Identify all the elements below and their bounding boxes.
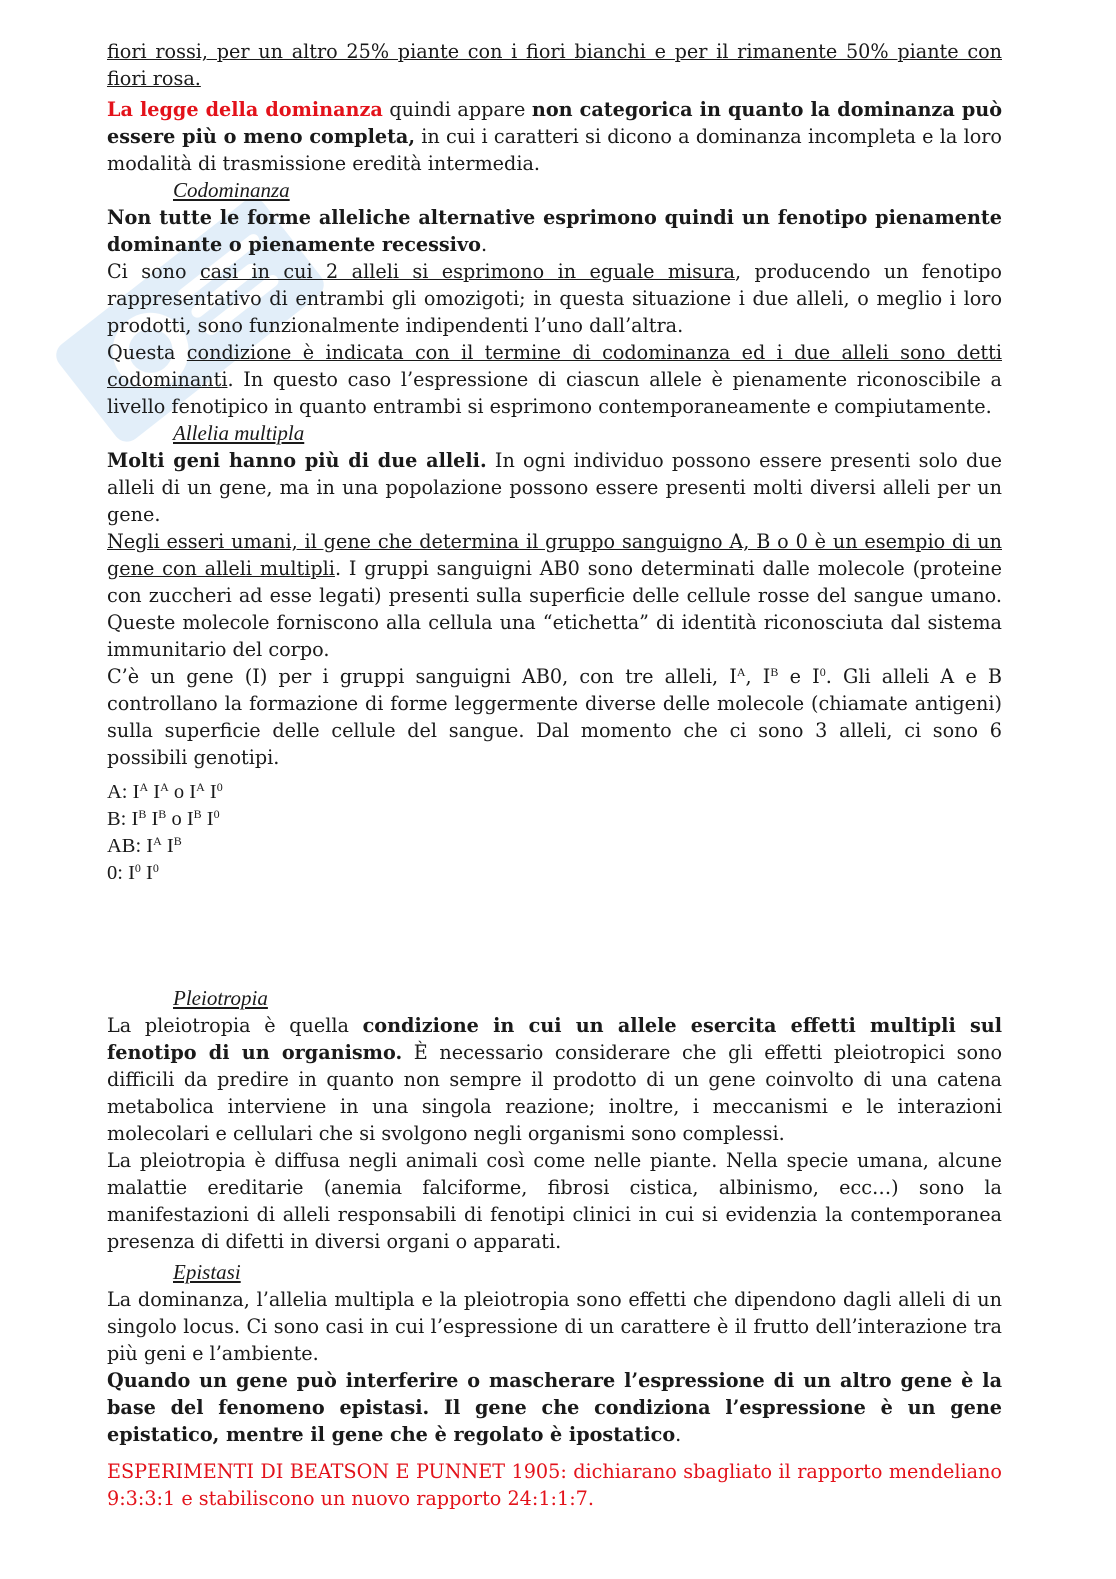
codominanza-bold-end: .	[480, 233, 488, 256]
heading-epistasi: Epistasi	[173, 1260, 241, 1284]
pleiotropia-paragraph-2: La pleiotropia è diffusa negli animali così come nelle piante. Nella specie umana, alcune malattie ereditarie (anemia falciforme, fibrosi cistica, albinismo, ecc…) sono la manifestazioni di alleli responsabili di fenotipi clinici in cui si evidenzia la contemporanea presenza di difetti in diversi organi o apparati.	[107, 1149, 1002, 1253]
esperimenti-paragraph: ESPERIMENTI DI BEATSON E PUNNET 1905: dichiarano sbagliato il rapporto mendeliano 9:3:3:1 e stabiliscono un nuovo rapporto 24:1:1:7.	[107, 1460, 1002, 1510]
cod-p2-underlined: casi in cui 2 alleli si esprimono in eguale misura	[199, 260, 735, 283]
pleio-p1-a: La pleiotropia è quella	[107, 1014, 363, 1037]
cod-p3-underlined: condizione è indicata con il termine di codominanza ed i due alleli sono detti codominanti	[107, 341, 1002, 391]
allelia-paragraph-2	[107, 528, 1002, 663]
heading-codominanza: Codominanza	[173, 178, 290, 202]
legge-dominanza: La legge della dominanza	[107, 98, 383, 121]
allelia-p2-b: . I gruppi sanguigni AB0 sono determinati dalle molecole (proteine con zuccheri ad esse legati) presenti sulla superficie delle cellule rosse del sangue umano. Queste molecole forniscono alla cellula una “etichetta” di identità riconosciuta dal sistema immunitario del corpo.	[107, 557, 1002, 661]
heading-pleiotropia: Pleiotropia	[173, 986, 268, 1010]
document-page	[107, 38, 1002, 1512]
dominanza-bold: non categorica in quanto la dominanza può essere più o meno completa,	[107, 98, 1003, 148]
allelia-paragraph-1	[107, 447, 1002, 528]
dominanza-text-1: quindi appare	[382, 98, 532, 121]
cod-p2-b: , producendo un fenotipo rappresentativo di entrambi gli omozigoti; in questa situazione i due alleli, o meglio i loro prodotti, sono funzionalmente indipendenti l’uno dall’altra.	[107, 260, 1002, 337]
allelia-bold: Molti geni hanno più di due alleli.	[107, 449, 487, 472]
allelia-p3-sep1: , I	[745, 665, 771, 688]
sup-0: 0	[819, 665, 826, 679]
allelia-p2-underlined: Negli esseri umani, il gene che determina il gruppo sanguigno A, B o 0 è un esempio di un gene con alleli multipli	[107, 530, 1002, 580]
allelia-p1: In ogni individuo possono essere presenti solo due alleli di un gene, ma in una popolazione possono essere presenti molti diversi alleli per un gene.	[107, 449, 1002, 526]
pleiotropia-paragraph-1	[107, 1012, 1002, 1147]
genotype-0: 0: $I^0$ $I^0$	[107, 861, 159, 884]
epistasi-paragraph-2	[107, 1367, 1002, 1448]
dominanza-paragraph	[107, 96, 1002, 177]
allelia-p3-b: . Gli alleli A e B controllano la formazione di forme leggermente diverse delle molecole (chiamate antigeni) sulla superficie delle cellule del sangue. Dal momento che ci sono 3 alleli, ci sono 6 possibili genotipi.	[107, 665, 1002, 769]
epistasi-paragraph-1: La dominanza, l’allelia multipla e la pleiotropia sono effetti che dipendono dagli alleli di un singolo locus. Ci sono casi in cui l’espressione di un carattere è il frutto dell’interazione tra più geni e l’ambiente.	[107, 1288, 1002, 1365]
allelia-paragraph-3	[107, 663, 1002, 771]
genotype-b: B: $I^B$ $I^B$ o $I^B$ $I^0$	[107, 807, 220, 830]
pleio-p1-b: È necessario considerare che gli effetti pleiotropici sono difficili da predire in quanto non sempre il prodotto di un gene coinvolto di una catena metabolica interviene in una singola reazione; inoltre, i meccanismi e le interazioni molecolari e cellulari che si svolgono negli organismi sono complessi.	[107, 1041, 1002, 1145]
epistasi-bold-end: .	[675, 1423, 682, 1446]
heading-allelia-multipla: Allelia multipla	[173, 421, 305, 445]
allelia-p3-sep2: e I	[778, 665, 820, 688]
cod-p2-a: Ci sono	[107, 260, 200, 283]
epistasi-bold: Quando un gene può interferire o mascherare l’espressione di un altro gene è la base del fenomeno epistasi. Il gene che condiziona l’espressione è un gene epistatico, mentre il gene che è regolato è ipostatico	[107, 1369, 1002, 1446]
sup-b: B	[770, 665, 779, 679]
dominanza-text-2: in cui i caratteri si dicono a dominanza incompleta e la loro modalità di trasmissione eredità intermedia.	[107, 125, 1002, 175]
cod-p3-b: . In questo caso l’espressione di ciascun allele è pienamente riconoscibile a livello fenotipico in quanto entrambi si esprimono contemporaneamente e compiutamente.	[107, 368, 1002, 418]
intro-line: fiori rossi, per un altro 25% piante con i fiori bianchi e per il rimanente 50% piante con fiori rosa.	[107, 40, 1002, 90]
codominanza-paragraph-3	[107, 339, 1002, 420]
allelia-p3-a: C’è un gene (I) per i gruppi sanguigni AB0, con tre alleli, I	[107, 665, 737, 688]
codominanza-bold-paragraph	[107, 204, 1002, 258]
codominanza-paragraph-2	[107, 258, 1002, 339]
pleio-p1-bold: condizione in cui un allele esercita effetti multipli sul fenotipo di un organismo.	[107, 1014, 1003, 1064]
genotype-a: A: $I^A$ $I^A$ o $I^A$ $I^0$	[107, 780, 223, 803]
codominanza-bold: Non tutte le forme alleliche alternative esprimono quindi un fenotipo pienamente dominante o pienamente recessivo	[107, 206, 1002, 256]
sup-a: A	[736, 665, 746, 679]
genotype-ab: AB: $I^A$ $I^B$	[107, 834, 182, 857]
cod-p3-a: Questa	[107, 341, 187, 364]
